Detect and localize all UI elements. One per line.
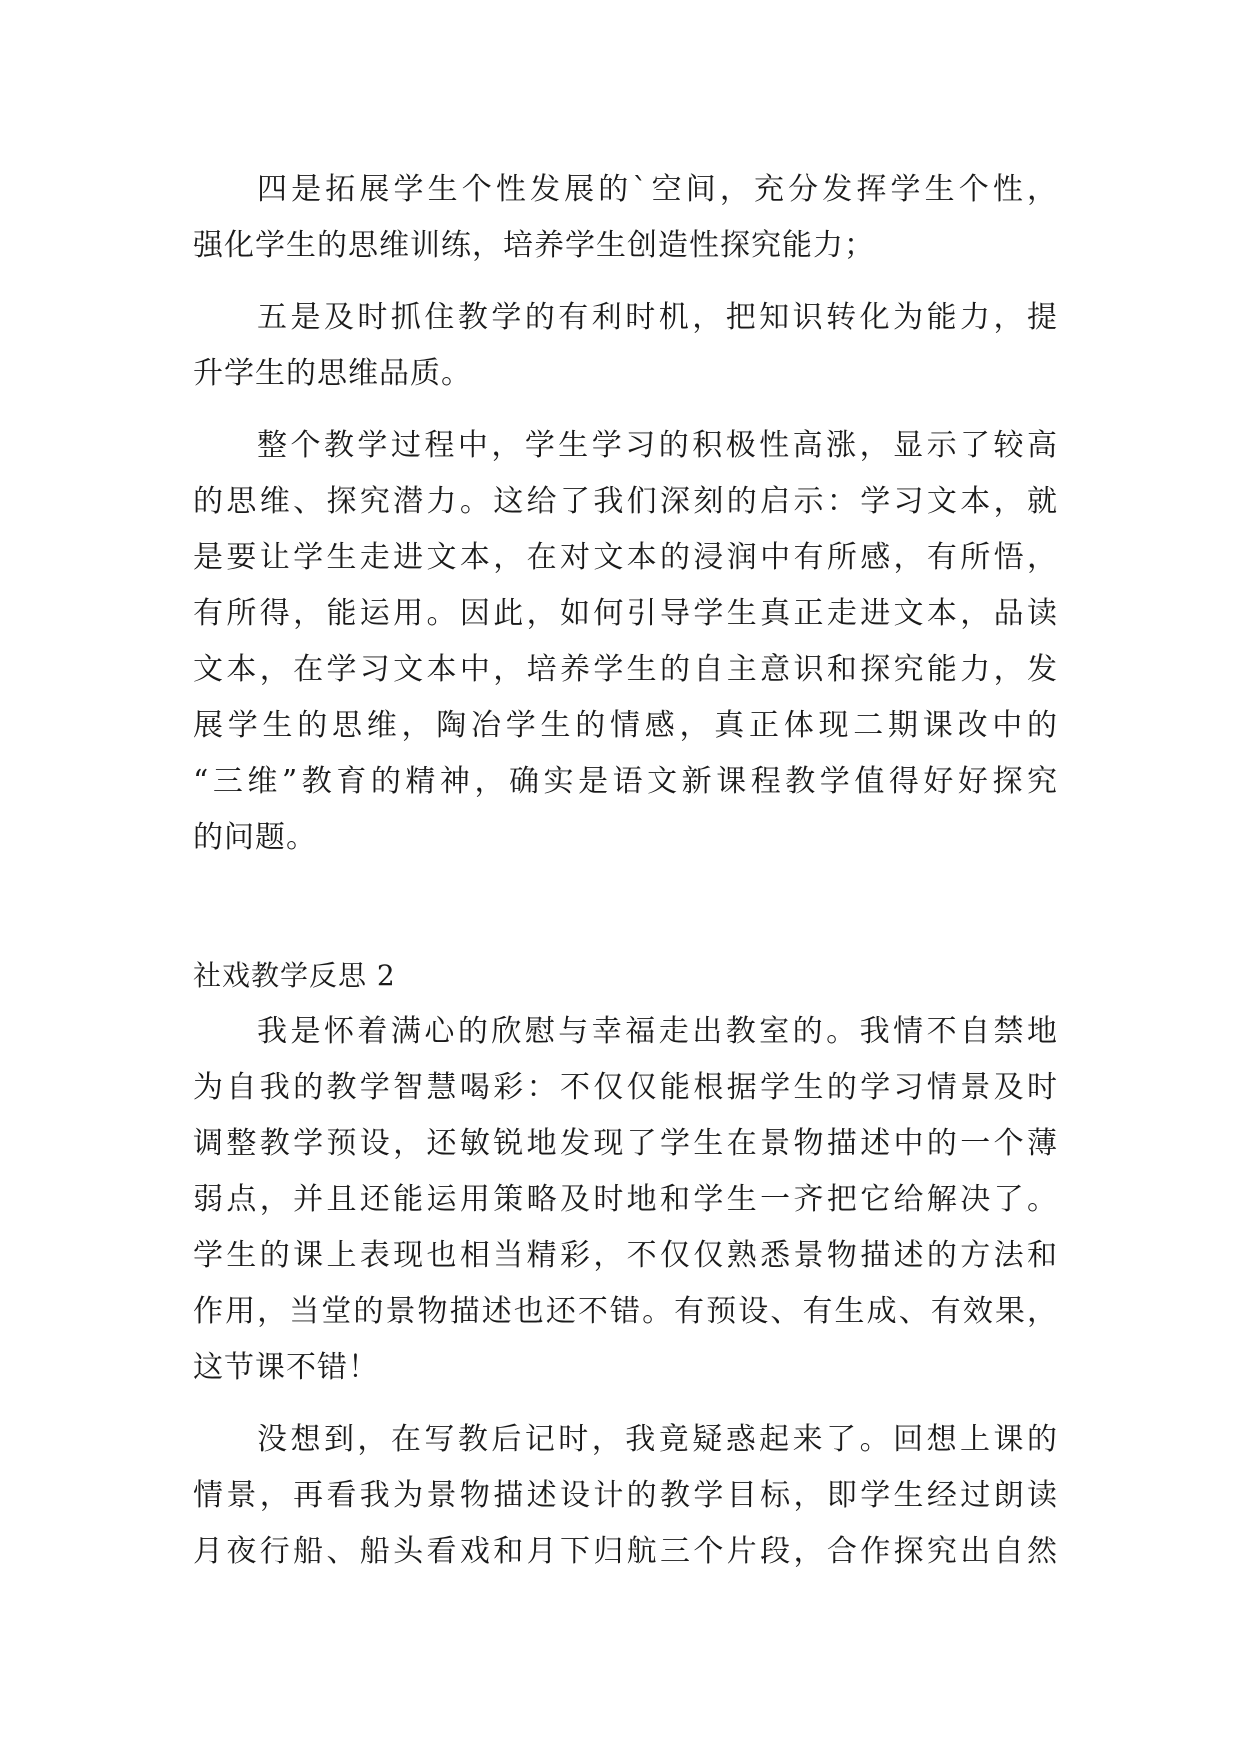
- text-line: 为自我的教学智慧喝彩：不仅仅能根据学生的学习情景及时: [193, 1070, 1058, 1105]
- text-line: 有所得，能运用。因此，如何引导学生真正走进文本，品读: [193, 596, 1058, 631]
- text-line: 文本，在学习文本中，培养学生的自主意识和探究能力，发: [193, 652, 1058, 687]
- text-line: 展学生的思维，陶冶学生的情感，真正体现二期课改中的: [193, 708, 1058, 743]
- text-line: 四是拓展学生个性发展的`空间，充分发挥学生个性，: [257, 172, 1058, 207]
- text-line: 学生的课上表现也相当精彩，不仅仅熟悉景物描述的方法和: [193, 1238, 1058, 1273]
- text-line: 作用，当堂的景物描述也还不错。有预设、有生成、有效果，: [193, 1294, 1058, 1329]
- text-line: 强化学生的思维训练，培养学生创造性探究能力；: [193, 228, 875, 263]
- text-line: 五是及时抓住教学的有利时机，把知识转化为能力，提: [257, 300, 1058, 335]
- paragraph: [193, 1004, 1058, 1396]
- text-line: 整个教学过程中，学生学习的积极性高涨，显示了较高: [257, 428, 1058, 463]
- paragraph: [193, 1412, 1058, 1580]
- paragraph: [193, 418, 1058, 866]
- text-line: 是要让学生走进文本，在对文本的浸润中有所感，有所悟，: [193, 540, 1058, 575]
- text-line: 弱点，并且还能运用策略及时地和学生一齐把它给解决了。: [193, 1182, 1058, 1217]
- text-line: 这节课不错！: [193, 1350, 379, 1385]
- text-line: 月夜行船、船头看戏和月下归航三个片段，合作探究出自然: [193, 1534, 1058, 1569]
- text-line: “三维”教育的精神，确实是语文新课程教学值得好好探究: [193, 764, 1058, 799]
- paragraph: [193, 162, 1058, 274]
- text-line: 升学生的思维品质。: [193, 356, 472, 391]
- text-line: 没想到，在写教后记时，我竟疑惑起来了。回想上课的: [257, 1422, 1058, 1457]
- text-line: 的问题。: [193, 820, 317, 855]
- section-heading: 社戏教学反思 2: [193, 959, 396, 992]
- document-page: [193, 162, 1058, 1580]
- paragraph: [193, 290, 1058, 402]
- text-line: 调整教学预设，还敏锐地发现了学生在景物描述中的一个薄: [193, 1126, 1058, 1161]
- text-line: 我是怀着满心的欣慰与幸福走出教室的。我情不自禁地: [257, 1014, 1058, 1049]
- text-line: 情景，再看我为景物描述设计的教学目标，即学生经过朗读: [193, 1478, 1058, 1513]
- text-line: 的思维、探究潜力。这给了我们深刻的启示：学习文本，就: [193, 484, 1058, 519]
